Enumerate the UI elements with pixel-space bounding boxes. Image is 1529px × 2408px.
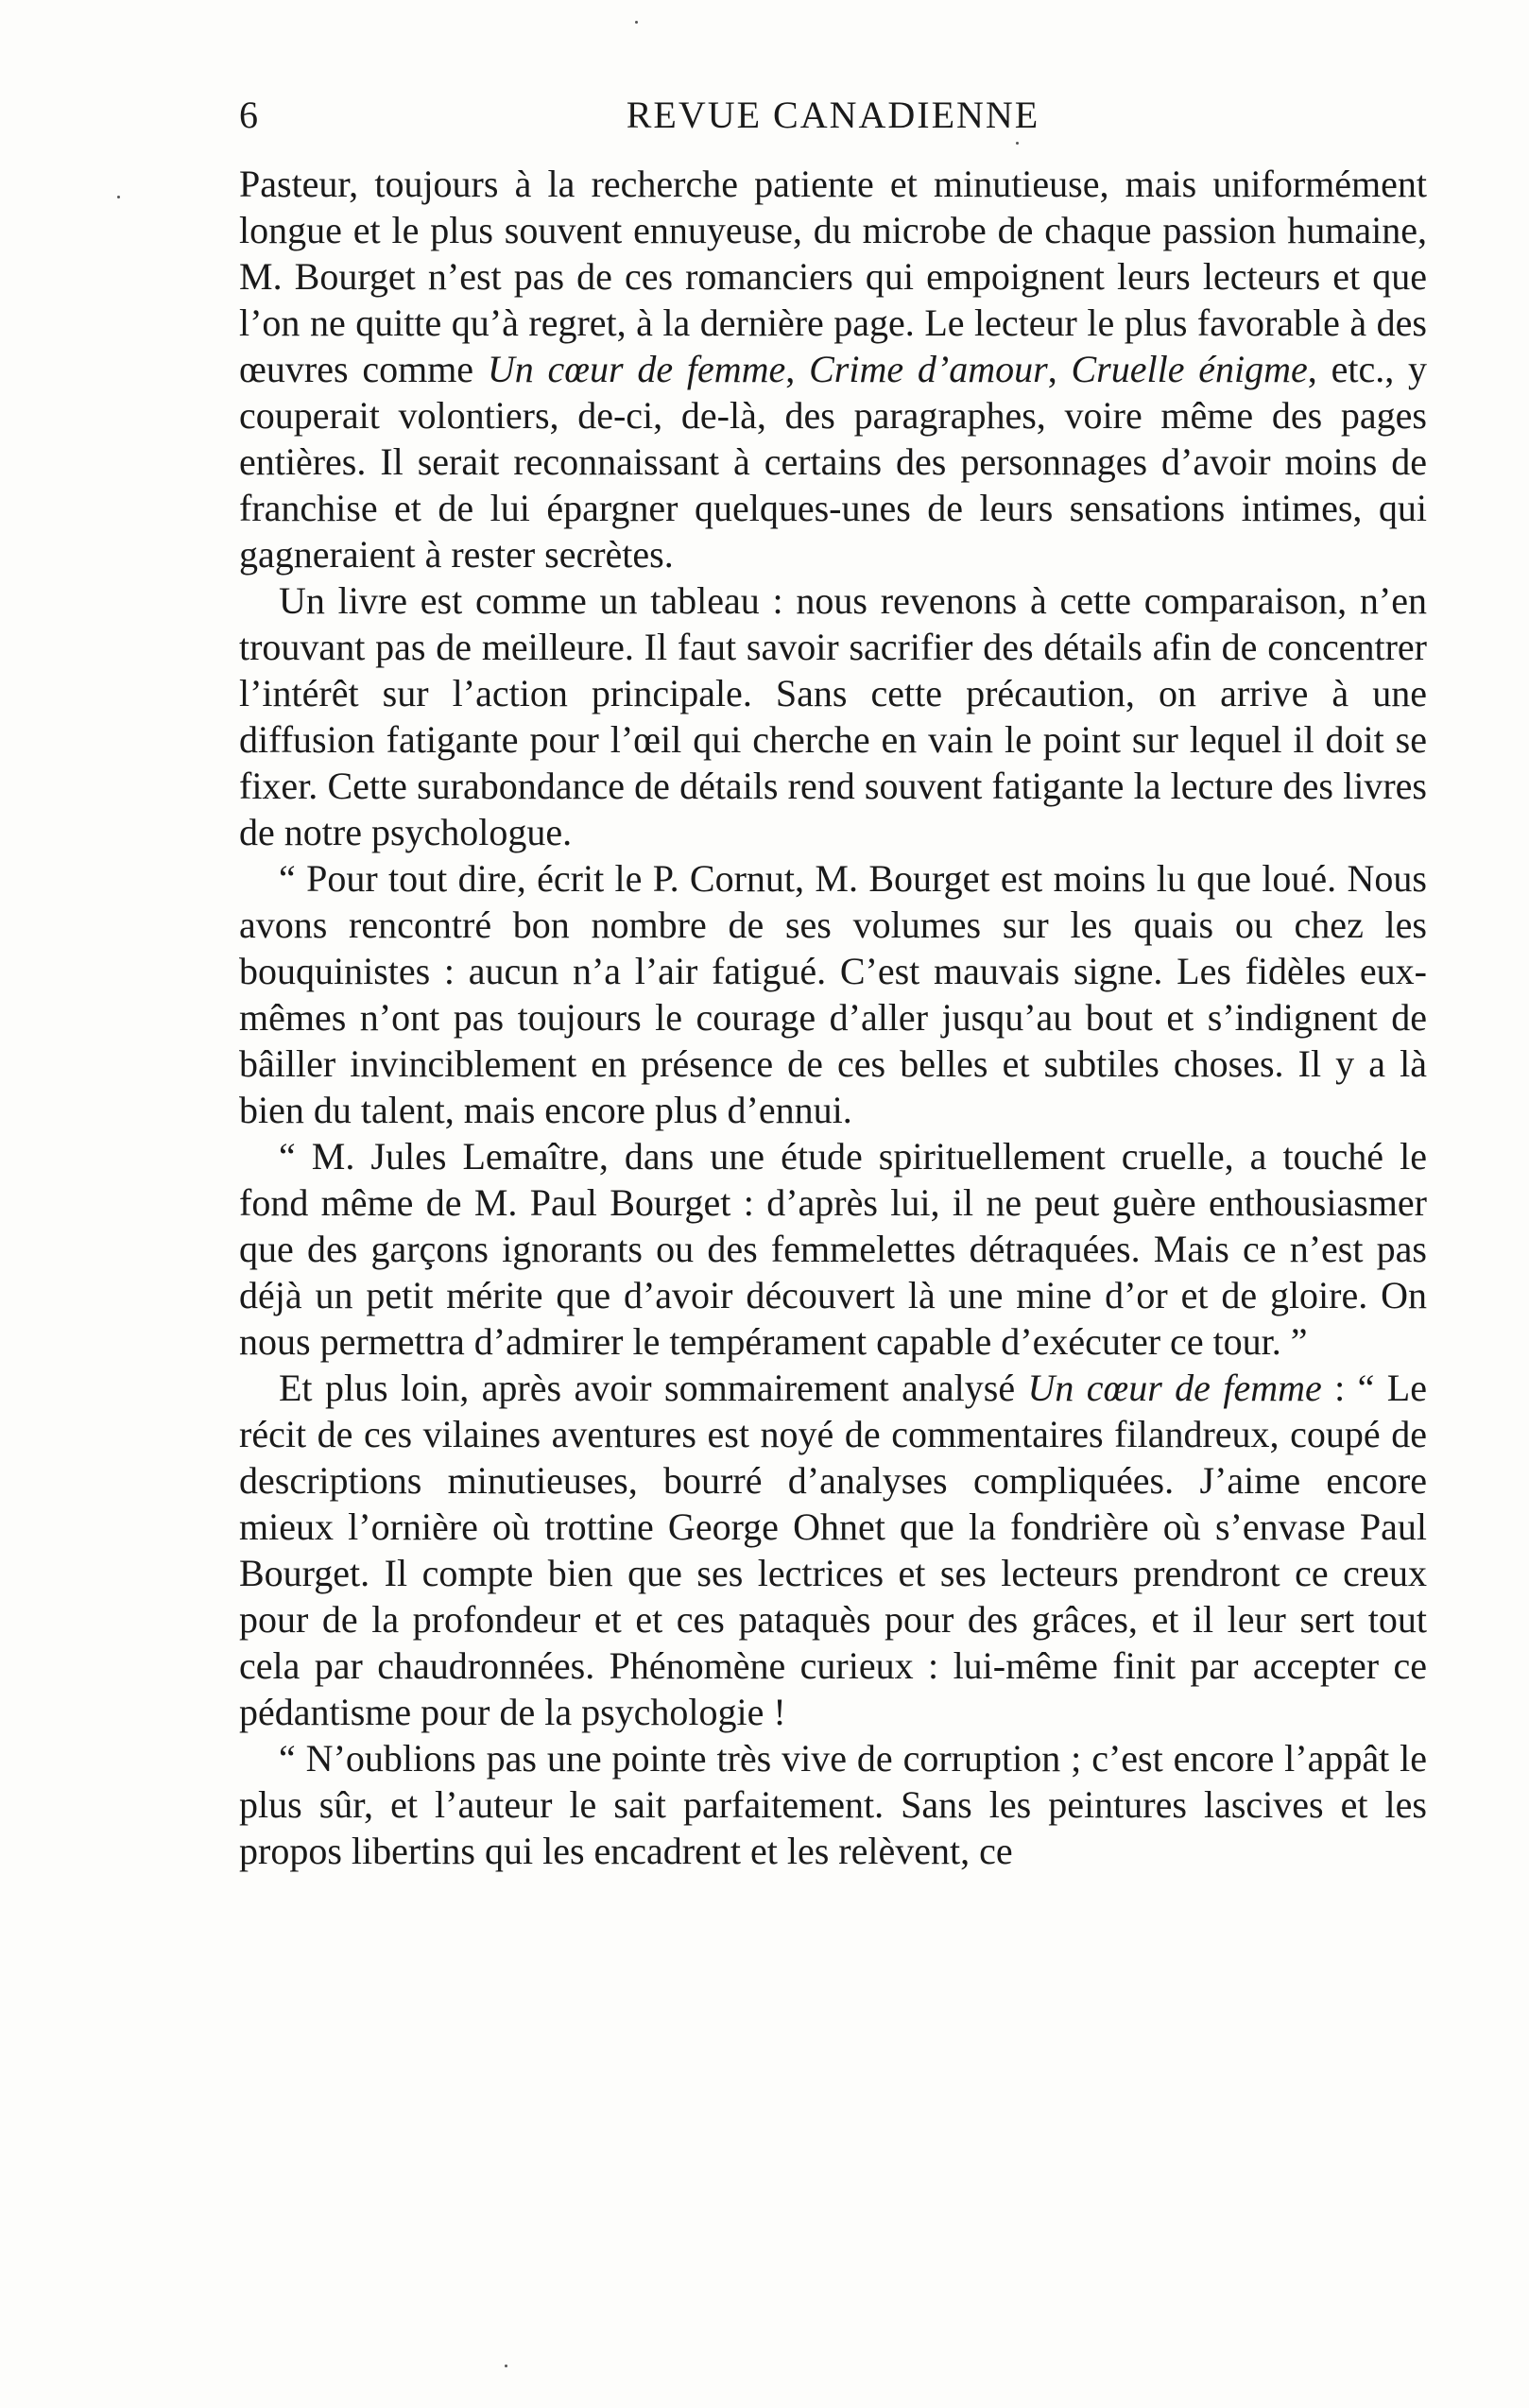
quote-paragraph: “ N’oublions pas une pointe très vive de corruption ; c’est encore l’appât le plus sûr, et l’auteur le sait parfaitement. Sans les peintures lascives et les propos libertins qui les encadrent et les relèvent, ce — [239, 1737, 1427, 1872]
quote-paragraph: “ Pour tout dire, écrit le P. Cornut, M. Bourget est moins lu que loué. Nous avons rencontré bon nombre de ses volumes sur les quais ou chez les bouquinistes : aucun n’a l’air fatigué. C’est mauvais signe. Les fidèles eux-mêmes n’ont pas toujours le courage d’aller jusqu’au bout et s’indignent de bâiller invinciblement en présence de ces belles et subtiles choses. Il y a là bien du talent, mais encore plus d’ennui. — [239, 857, 1427, 1131]
page-number: 6 — [239, 94, 258, 136]
quote-paragraph: “ M. Jules Lemaître, dans une étude spirituellement cruelle, a touché le fond même de M. Paul Bourget : d’après lui, il ne peut guère enthousiasmer que des garçons ignorants ou des femmelettes détraquées. Mais ce n’est pas déjà un petit mérite que d’avoir découvert là une mine d’or et de gloire. On nous permettra d’admirer le tempérament capable d’exécuter ce tour. ” — [239, 1135, 1427, 1363]
book-title: Cruelle énigme — [1071, 348, 1308, 390]
paragraph-text: Et plus loin, après avoir sommairement analysé — [279, 1367, 1028, 1409]
paragraph-text: : “ Le récit de ces vilaines aventures est noyé de commentaires filandreux, coupé de descriptions minutieuses, bourré d’analyses compliquées. J’aime encore mieux l’ornière où trottine George Ohnet que la fondrière où s’envase Paul Bourget. Il compte bien que ses lectrices et ses lecteurs prendront ce creux pour de la profondeur et et ces pataquès pour des grâces, et il leur sert tout cela par chaudronnées. Phénomène curieux : lui-même finit par accepter ce pédantisme pour de la psychologie ! — [239, 1367, 1427, 1733]
print-speck — [635, 21, 638, 24]
paragraph-text: Pasteur, toujours à la recherche patiente et minutieuse, mais uniformément longue et le plus souvent ennuyeuse, du microbe de chaque passion humaine, M. Bourget n’est pas de ces romanciers qui empoignent leurs lecteurs et que l’on ne quitte qu’à regret, à la dernière page. Le lecteur le plus favorable à des œuvres comme — [239, 163, 1427, 390]
body-text — [239, 161, 1427, 1874]
paragraph — [239, 1365, 1427, 1735]
paragraph-text: , — [785, 348, 810, 390]
book-title: Un cœur de femme — [487, 348, 786, 390]
print-speck — [505, 2365, 507, 2367]
paragraph — [239, 161, 1427, 577]
paragraph: Un livre est comme un tableau : nous revenons à cette comparaison, n’en trouvant pas de meilleure. Il faut savoir sacrifier des détails afin de concentrer l’intérêt sur l’action principale. Sans cette précaution, on arrive à une diffusion fatigante pour l’œil qui cherche en vain le point sur lequel il doit se fixer. Cette surabondance de détails rend souvent fatigante la lecture des livres de notre psychologue. — [239, 579, 1427, 853]
book-title: Crime d’amour — [809, 348, 1048, 390]
paragraph-text: , etc., y couperait volontiers, de-ci, de-là, des paragraphes, voire même des pages entières. Il serait reconnaissant à certains des personnages d’avoir moins de franchise et de lui épargner quelques-unes de leurs sensations intimes, qui gagneraient à rester secrètes. — [239, 348, 1428, 576]
page-header — [239, 87, 1427, 144]
print-speck — [117, 196, 120, 198]
running-title: REVUE CANADIENNE — [626, 94, 1040, 136]
paragraph-text: , — [1047, 348, 1072, 390]
book-title: Un cœur de femme — [1027, 1367, 1322, 1409]
